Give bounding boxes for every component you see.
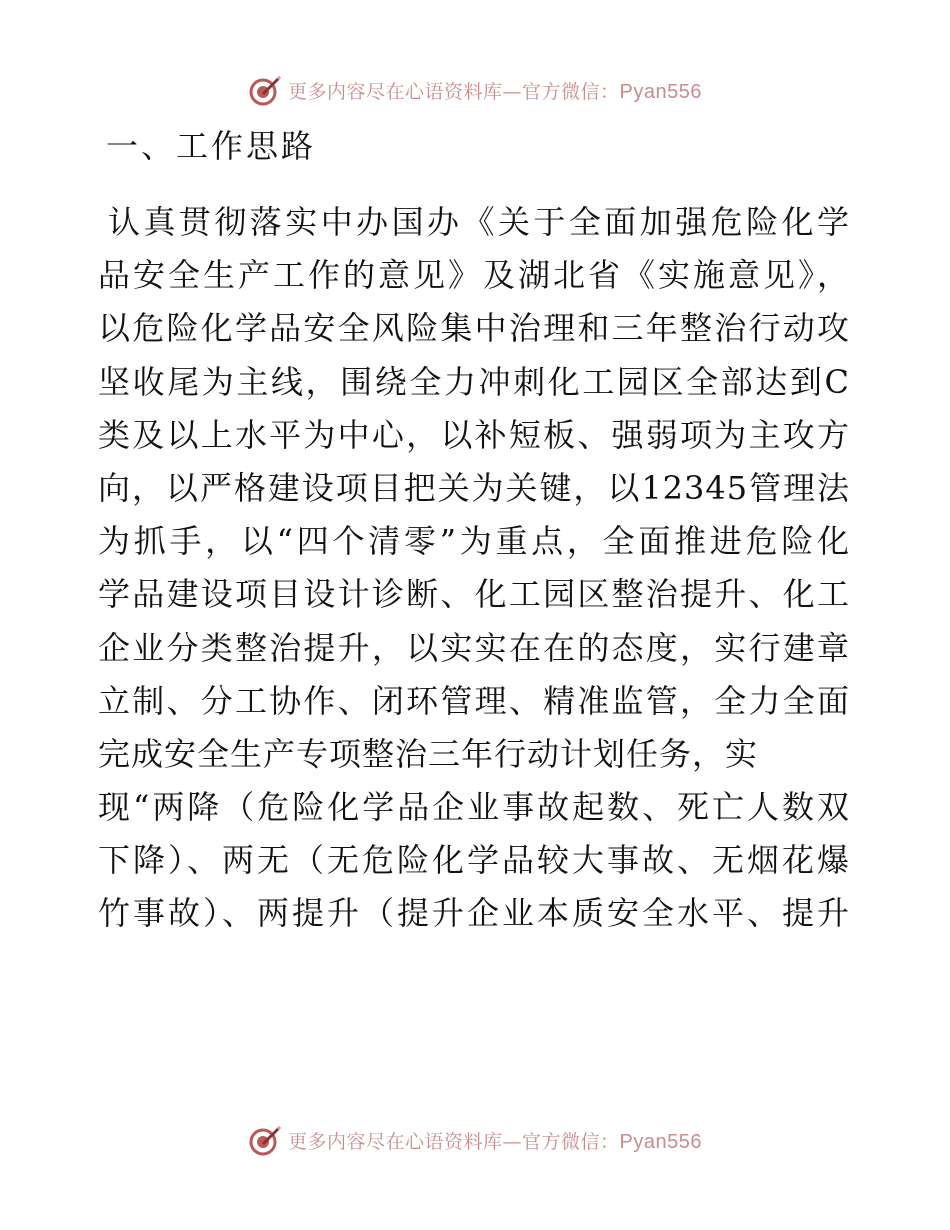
body-paragraph [98,196,850,941]
body-line: 企业分类整治提升，以实实在在的态度，实行建章 [98,628,850,667]
body-line: 立制、分工协作、闭环管理、精准监管，全力全面 [98,681,850,720]
body-line: 类及以上水平为中心，以补短板、强弱项为主攻方 [98,415,850,454]
watermark-text: 更多内容尽在心语资料库—官方微信：Pyan556 [288,80,702,103]
section-heading: 一、工作思路 [106,127,317,165]
body-line: 完成安全生产专项整治三年行动计划任务，实 [98,734,759,773]
body-line: 向，以严格建设项目把关为关键，以12345管理法 [98,468,850,507]
header-watermark [0,70,950,110]
watermark-text: 更多内容尽在心语资料库—官方微信：Pyan556 [288,1130,702,1153]
quill-seal-icon [248,73,282,107]
watermark-wechat-id: Pyan556 [619,1130,702,1153]
body-line: 品安全生产工作的意见》及湖北省《实施意见》， [98,256,850,295]
body-line: 学品建设项目设计诊断、化工园区整治提升、化工 [98,575,850,614]
body-line: 竹事故）、两提升（提升企业本质安全水平、提升 [98,894,850,933]
body-line: 认真贯彻落实中办国办《关于全面加强危险化学 [108,203,850,241]
body-line: 以危险化学品安全风险集中治理和三年整治行动攻 [98,309,850,348]
body-line: 为抓手，以“四个清零”为重点，全面推进危险化 [98,522,850,561]
body-line: 下降）、两无（无危险化学品较大事故、无烟花爆 [98,841,850,880]
body-line: 现“两降（危险化学品企业事故起数、死亡人数双 [98,788,850,827]
quill-seal-icon [248,1123,282,1157]
body-line: 坚收尾为主线，围绕全力冲刺化工园区全部达到C [98,362,850,401]
watermark-wechat-id: Pyan556 [619,80,702,103]
footer-watermark [0,1120,950,1160]
